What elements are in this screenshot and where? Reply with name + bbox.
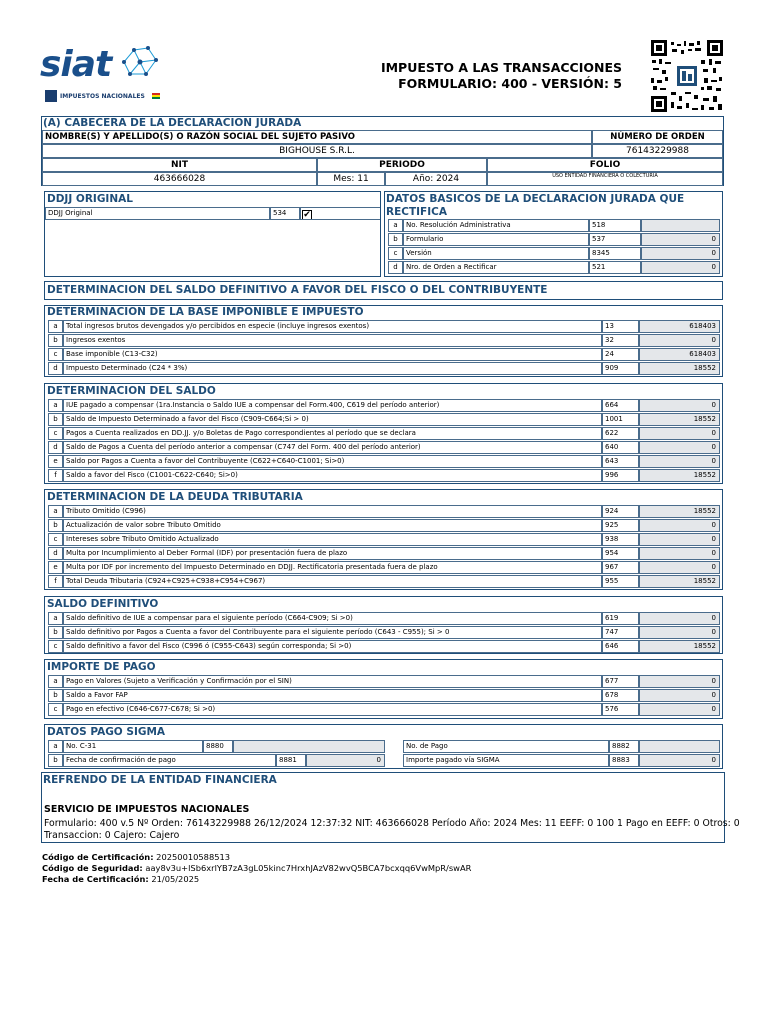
deuda-row-code: 925 [602, 519, 639, 532]
saldo-row-letter: c [48, 427, 63, 440]
saldo_def-row-label: Saldo definitivo por Pagos a Cuenta a favor del Contribuyente para el siguiente período (C643 - C955); Si > 0 [63, 626, 602, 639]
deuda-row-value[interactable]: 18552 [639, 505, 720, 518]
folio-note: USO ENTIDAD FINANCIERA O COLECTURÍA [487, 172, 723, 186]
ddjj-check-cell [300, 207, 380, 220]
form-title-line2: FORMULARIO: 400 - VERSIÓN: 5 [398, 76, 622, 91]
sigma-title: DATOS PAGO SIGMA [47, 726, 166, 738]
deuda-row-value[interactable]: 0 [639, 547, 720, 560]
refrendo-line1: Formulario: 400 v.5 Nº Orden: 76143229988 26/12/2024 12:37:32 NIT: 463666028 Período Año: 2024 Mes: 11 EEFF: 0 100 1 Pago en EEFF: 0 Otros: 0 [44, 818, 740, 829]
base-row-code: 909 [602, 362, 639, 375]
mes-value: Mes: 11 [317, 172, 385, 186]
ddjj-title: DDJJ ORIGINAL [47, 193, 133, 205]
deuda-row-label: Intereses sobre Tributo Omitido Actualizado [63, 533, 602, 546]
base-row-code: 32 [602, 334, 639, 347]
base-row-code: 24 [602, 348, 639, 361]
rectifica-row-value[interactable]: 0 [641, 261, 720, 274]
cert-fecha-label: Fecha de Certificación: [42, 874, 149, 884]
sigma-d-code: 8883 [609, 754, 639, 767]
refrendo-entity: SERVICIO DE IMPUESTOS NACIONALES [44, 804, 250, 815]
sigma-b-value[interactable]: 0 [306, 754, 385, 767]
sigma-b-code: 8881 [276, 754, 306, 767]
rectifica-row-label: Versión [403, 247, 589, 260]
base-row-label: Base imponible (C13-C32) [63, 348, 602, 361]
logo-text: siat [40, 44, 112, 85]
cabecera-title: (A) CABECERA DE LA DECLARACION JURADA [43, 117, 302, 129]
base-row-label: Ingresos exentos [63, 334, 602, 347]
sigma-a-label: No. C-31 [63, 740, 203, 753]
saldo-row-code: 664 [602, 399, 639, 412]
deuda-row-letter: a [48, 505, 63, 518]
cert-fecha-value: 21/05/2025 [151, 874, 200, 884]
saldo_def-row-code: 646 [602, 640, 639, 653]
deuda-row-code: 938 [602, 533, 639, 546]
saldo-row-label: Saldo de Pagos a Cuenta del período anterior a compensar (C747 del Form. 400 del período anterior) [63, 441, 602, 454]
base-row-letter: a [48, 320, 63, 333]
saldo-row-value[interactable]: 18552 [639, 413, 720, 426]
rectifica-row-code: 521 [589, 261, 641, 274]
deuda-row-value[interactable]: 0 [639, 519, 720, 532]
det-saldo-def-banner [44, 281, 723, 300]
saldo_def-row-code: 747 [602, 626, 639, 639]
sigma-c-value[interactable] [639, 740, 720, 753]
importe-row-value[interactable]: 0 [639, 689, 720, 702]
saldo_def-row-letter: c [48, 640, 63, 653]
saldo-row-value[interactable]: 0 [639, 455, 720, 468]
rectifica-row-code: 537 [589, 233, 641, 246]
form-title-line1: IMPUESTO A LAS TRANSACCIONES [380, 60, 622, 75]
importe-row-value[interactable]: 0 [639, 675, 720, 688]
saldo_def-row-label: Saldo definitivo a favor del Fisco (C996 ó (C955-C643) según corresponda; Si >0) [63, 640, 602, 653]
deuda-row-label: Total Deuda Tributaria (C924+C925+C938+C954+C967) [63, 575, 602, 588]
sigma-b-label: Fecha de confirmación de pago [63, 754, 276, 767]
rectifica-row-value[interactable]: 0 [641, 233, 720, 246]
certification-block [42, 852, 471, 885]
flag-icon [152, 93, 160, 99]
cert-seguridad-value: aay8v3u+lSb6xrlYB7zA3gL05kinc7HrxhJAzV82wvQ5BCA7bcxqq6VwMpR/swAR [145, 863, 472, 873]
saldo-row-letter: b [48, 413, 63, 426]
network-icon [120, 44, 160, 80]
deuda-row-value[interactable]: 0 [639, 533, 720, 546]
sigma-d-value[interactable]: 0 [639, 754, 720, 767]
base-row-label: Impuesto Determinado (C24 * 3%) [63, 362, 602, 375]
saldo-row-label: Pagos a Cuenta realizados en DD.JJ. y/o Boletas de Pago correspondientes al período que se declara [63, 427, 602, 440]
importe-row-letter: b [48, 689, 63, 702]
saldo-row-label: IUE pagado a compensar (1ra.Instancia o Saldo IUE a compensar del Form.400, C619 del período anterior) [63, 399, 602, 412]
saldo-row-label: Saldo por Pagos a Cuenta a favor del Contribuyente (C622+C640-C1001; Si>0) [63, 455, 602, 468]
base-row-code: 13 [602, 320, 639, 333]
saldo-row-label: Saldo a favor del Fisco (C1001-C622-C640; Si>0) [63, 469, 602, 482]
nit-label: NIT [42, 158, 317, 172]
deuda-row-label: Multa por Incumplimiento al Deber Formal (IDF) por presentación fuera de plazo [63, 547, 602, 560]
refrendo-line2: Transaccion: 0 Cajero: Cajero [44, 830, 180, 841]
sigma-a-value[interactable] [233, 740, 385, 753]
saldo-row-letter: a [48, 399, 63, 412]
sigma-c-code: 8882 [609, 740, 639, 753]
saldo-row-value[interactable]: 18552 [639, 469, 720, 482]
sigma-letter-a: a [48, 740, 63, 753]
cert-seguridad-label: Código de Seguridad: [42, 863, 143, 873]
rectifica-row-letter: a [388, 219, 403, 232]
rectifica-row-code: 518 [589, 219, 641, 232]
deuda-row-code: 954 [602, 547, 639, 560]
deuda-row-letter: b [48, 519, 63, 532]
base-row-letter: b [48, 334, 63, 347]
rectifica-row-label: Nro. de Orden a Rectificar [403, 261, 589, 274]
cert-codigo-label: Código de Certificación: [42, 852, 154, 862]
saldo-def-title: SALDO DEFINITIVO [47, 598, 159, 610]
saldo-row-value[interactable]: 0 [639, 427, 720, 440]
ddjj-section [44, 191, 381, 277]
deuda-row-code: 924 [602, 505, 639, 518]
importe-row-label: Pago en efectivo (C646-C677-C678; Si >0) [63, 703, 602, 716]
deuda-row-value[interactable]: 18552 [639, 575, 720, 588]
cert-codigo-value: 20250010588513 [156, 852, 231, 862]
base-title: DETERMINACION DE LA BASE IMPONIBLE E IMPUESTO [47, 306, 364, 318]
refrendo-section [41, 772, 740, 843]
deuda-row-letter: f [48, 575, 63, 588]
saldo-row-code: 640 [602, 441, 639, 454]
siat-logo [40, 44, 145, 100]
saldo-row-code: 1001 [602, 413, 639, 426]
refrendo-title: REFRENDO DE LA ENTIDAD FINANCIERA [43, 774, 277, 786]
deuda-row-letter: d [48, 547, 63, 560]
name-label: NOMBRE(S) Y APELLIDO(S) O RAZÓN SOCIAL DEL SUJETO PASIVO [42, 130, 592, 144]
saldo_def-row-letter: b [48, 626, 63, 639]
folio-label: FOLIO [487, 158, 723, 172]
ddjj-checkbox[interactable]: ✔ [303, 210, 311, 220]
saldo_def-row-value[interactable]: 0 [639, 612, 720, 625]
saldo-row-code: 643 [602, 455, 639, 468]
deuda-row-code: 967 [602, 561, 639, 574]
name-value: BIGHOUSE S.R.L. [42, 144, 592, 158]
saldo-row-code: 622 [602, 427, 639, 440]
saldo-row-value[interactable]: 0 [639, 441, 720, 454]
saldo-row-letter: e [48, 455, 63, 468]
importe-row-value[interactable]: 0 [639, 703, 720, 716]
rectifica-row-label: No. Resolución Administrativa [403, 219, 589, 232]
deuda-row-code: 955 [602, 575, 639, 588]
sin-mark-icon [45, 90, 57, 102]
base-row-value[interactable]: 618403 [639, 320, 720, 333]
deuda-title: DETERMINACION DE LA DEUDA TRIBUTARIA [47, 491, 303, 503]
anio-value: Año: 2024 [385, 172, 487, 186]
sigma-d-label: Importe pagado vía SIGMA [403, 754, 609, 767]
importe-row-label: Pago en Valores (Sujeto a Verificación y Confirmación por el SIN) [63, 675, 602, 688]
saldo-row-letter: d [48, 441, 63, 454]
saldo_def-row-letter: a [48, 612, 63, 625]
deuda-row-label: Tributo Omitido (C996) [63, 505, 602, 518]
saldo_def-row-value[interactable]: 18552 [639, 640, 720, 653]
ddjj-label: DDJJ Original [45, 207, 270, 220]
deuda-row-label: Multa por IDF por incremento del Impuesto Determinado en DDJJ. Rectificatoria presentada fuera de plazo [63, 561, 602, 574]
deuda-row-value[interactable]: 0 [639, 561, 720, 574]
cabecera-section [41, 116, 724, 186]
importe-row-code: 677 [602, 675, 639, 688]
base-row-letter: c [48, 348, 63, 361]
deuda-row-letter: e [48, 561, 63, 574]
importe-row-letter: a [48, 675, 63, 688]
importe-row-label: Saldo a Favor FAP [63, 689, 602, 702]
det-saldo-def-title: DETERMINACION DEL SALDO DEFINITIVO A FAVOR DEL FISCO O DEL CONTRIBUYENTE [47, 284, 548, 296]
importe-row-code: 576 [602, 703, 639, 716]
rectifica-row-letter: b [388, 233, 403, 246]
saldo-row-label: Saldo de Impuesto Determinado a favor del Fisco (C909-C664;Si > 0) [63, 413, 602, 426]
ddjj-code: 534 [270, 207, 300, 220]
importe-title: IMPORTE DE PAGO [47, 661, 156, 673]
orden-label: NÚMERO DE ORDEN [592, 130, 723, 144]
base-row-letter: d [48, 362, 63, 375]
saldo_def-row-value[interactable]: 0 [639, 626, 720, 639]
deuda-row-label: Actualización de valor sobre Tributo Omitido [63, 519, 602, 532]
rectifica-title: DATOS BASICOS DE LA DECLARACION JURADA QUE RECTIFICA [386, 193, 685, 218]
base-row-value[interactable]: 618403 [639, 348, 720, 361]
base-row-label: Total ingresos brutos devengados y/o percibidos en especie (incluye ingresos exentos) [63, 320, 602, 333]
importe-row-code: 678 [602, 689, 639, 702]
nit-value: 463666028 [42, 172, 317, 186]
rectifica-row-letter: d [388, 261, 403, 274]
base-row-value[interactable]: 0 [639, 334, 720, 347]
saldo-row-code: 996 [602, 469, 639, 482]
saldo-row-value[interactable]: 0 [639, 399, 720, 412]
sigma-a-code: 8880 [203, 740, 233, 753]
saldo-title: DETERMINACION DEL SALDO [47, 385, 216, 397]
qr-code-icon [651, 40, 723, 112]
rectifica-row-value[interactable] [641, 219, 720, 232]
saldo-row-letter: f [48, 469, 63, 482]
rectifica-row-code: 8345 [589, 247, 641, 260]
sigma-c-label: No. de Pago [403, 740, 609, 753]
sigma-letter-b: b [48, 754, 63, 767]
importe-row-letter: c [48, 703, 63, 716]
logo-subtitle: IMPUESTOS NACIONALES [60, 93, 145, 100]
periodo-label: PERIODO [317, 158, 487, 172]
base-row-value[interactable]: 18552 [639, 362, 720, 375]
form-title [360, 60, 622, 92]
deuda-row-letter: c [48, 533, 63, 546]
saldo_def-row-label: Saldo definitivo de IUE a compensar para el siguiente período (C664-C909; Si >0) [63, 612, 602, 625]
saldo_def-row-code: 619 [602, 612, 639, 625]
rectifica-row-value[interactable]: 0 [641, 247, 720, 260]
orden-value: 76143229988 [592, 144, 723, 158]
rectifica-row-label: Formulario [403, 233, 589, 246]
rectifica-row-letter: c [388, 247, 403, 260]
